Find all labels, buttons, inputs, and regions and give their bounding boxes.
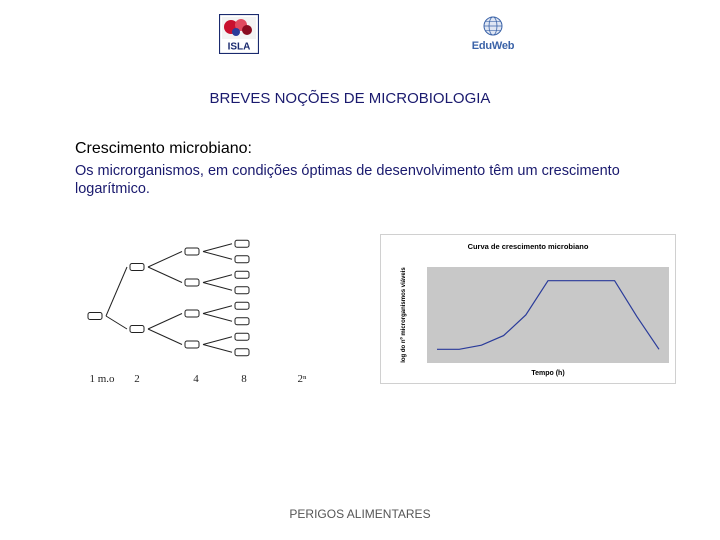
bacterium-cell <box>235 349 249 356</box>
bacterium-cell <box>130 264 144 271</box>
bacterium-cell <box>235 318 249 325</box>
division-branch <box>203 283 232 291</box>
globe-icon <box>470 16 516 40</box>
isla-logo-text: ISLA <box>227 41 251 53</box>
bacterium-cell <box>235 333 249 340</box>
eduweb-logo-text: EduWeb <box>471 40 515 52</box>
division-branch <box>203 345 232 353</box>
bacterium-cell <box>185 248 199 255</box>
bacterium-cell <box>235 302 249 309</box>
division-branch <box>203 337 232 345</box>
section-heading: Crescimento microbiano: <box>75 140 252 157</box>
bacterium-cell <box>235 271 249 278</box>
division-branch <box>106 316 127 329</box>
division-branch <box>148 252 182 268</box>
generation-label-2: 2 <box>134 373 140 385</box>
footer-text: PERIGOS ALIMENTARES <box>289 507 431 521</box>
division-branch <box>148 329 182 345</box>
bacterium-cell <box>88 313 102 320</box>
y-axis-label: log do nº microrganismos viáveis <box>401 267 407 363</box>
growth-curve-chart <box>380 234 676 384</box>
division-branch <box>203 306 232 314</box>
bacterium-cell <box>235 240 249 247</box>
division-branch <box>203 275 232 283</box>
division-branch <box>203 314 232 322</box>
bacterium-cell <box>235 256 249 263</box>
division-branch <box>148 314 182 330</box>
division-branch <box>148 267 182 283</box>
page-title: BREVES NOÇÕES DE MICROBIOLOGIA <box>209 90 491 107</box>
chart-title: Curva de crescimento microbiano <box>467 242 589 251</box>
generation-label-2n: 2ⁿ <box>297 373 307 385</box>
division-branch <box>203 252 232 260</box>
bacterium-cell <box>185 279 199 286</box>
body-text: Os microrganismos, em condições óptimas de desenvolvimento têm um crescimento logarítmico. <box>75 163 620 197</box>
isla-logo <box>219 14 259 54</box>
x-axis-label: Tempo (h) <box>531 370 565 377</box>
bacterium-cell <box>130 326 144 333</box>
generation-label-1: 1 m.o <box>89 373 115 385</box>
division-branch <box>203 244 232 252</box>
eduweb-logo <box>470 16 516 54</box>
bacterium-cell <box>235 287 249 294</box>
binary-division-diagram <box>80 230 380 390</box>
bacterium-cell <box>185 310 199 317</box>
bacterium-cell <box>185 341 199 348</box>
generation-label-8: 8 <box>241 373 247 385</box>
generation-label-4: 4 <box>193 373 199 385</box>
division-branch <box>106 267 127 316</box>
